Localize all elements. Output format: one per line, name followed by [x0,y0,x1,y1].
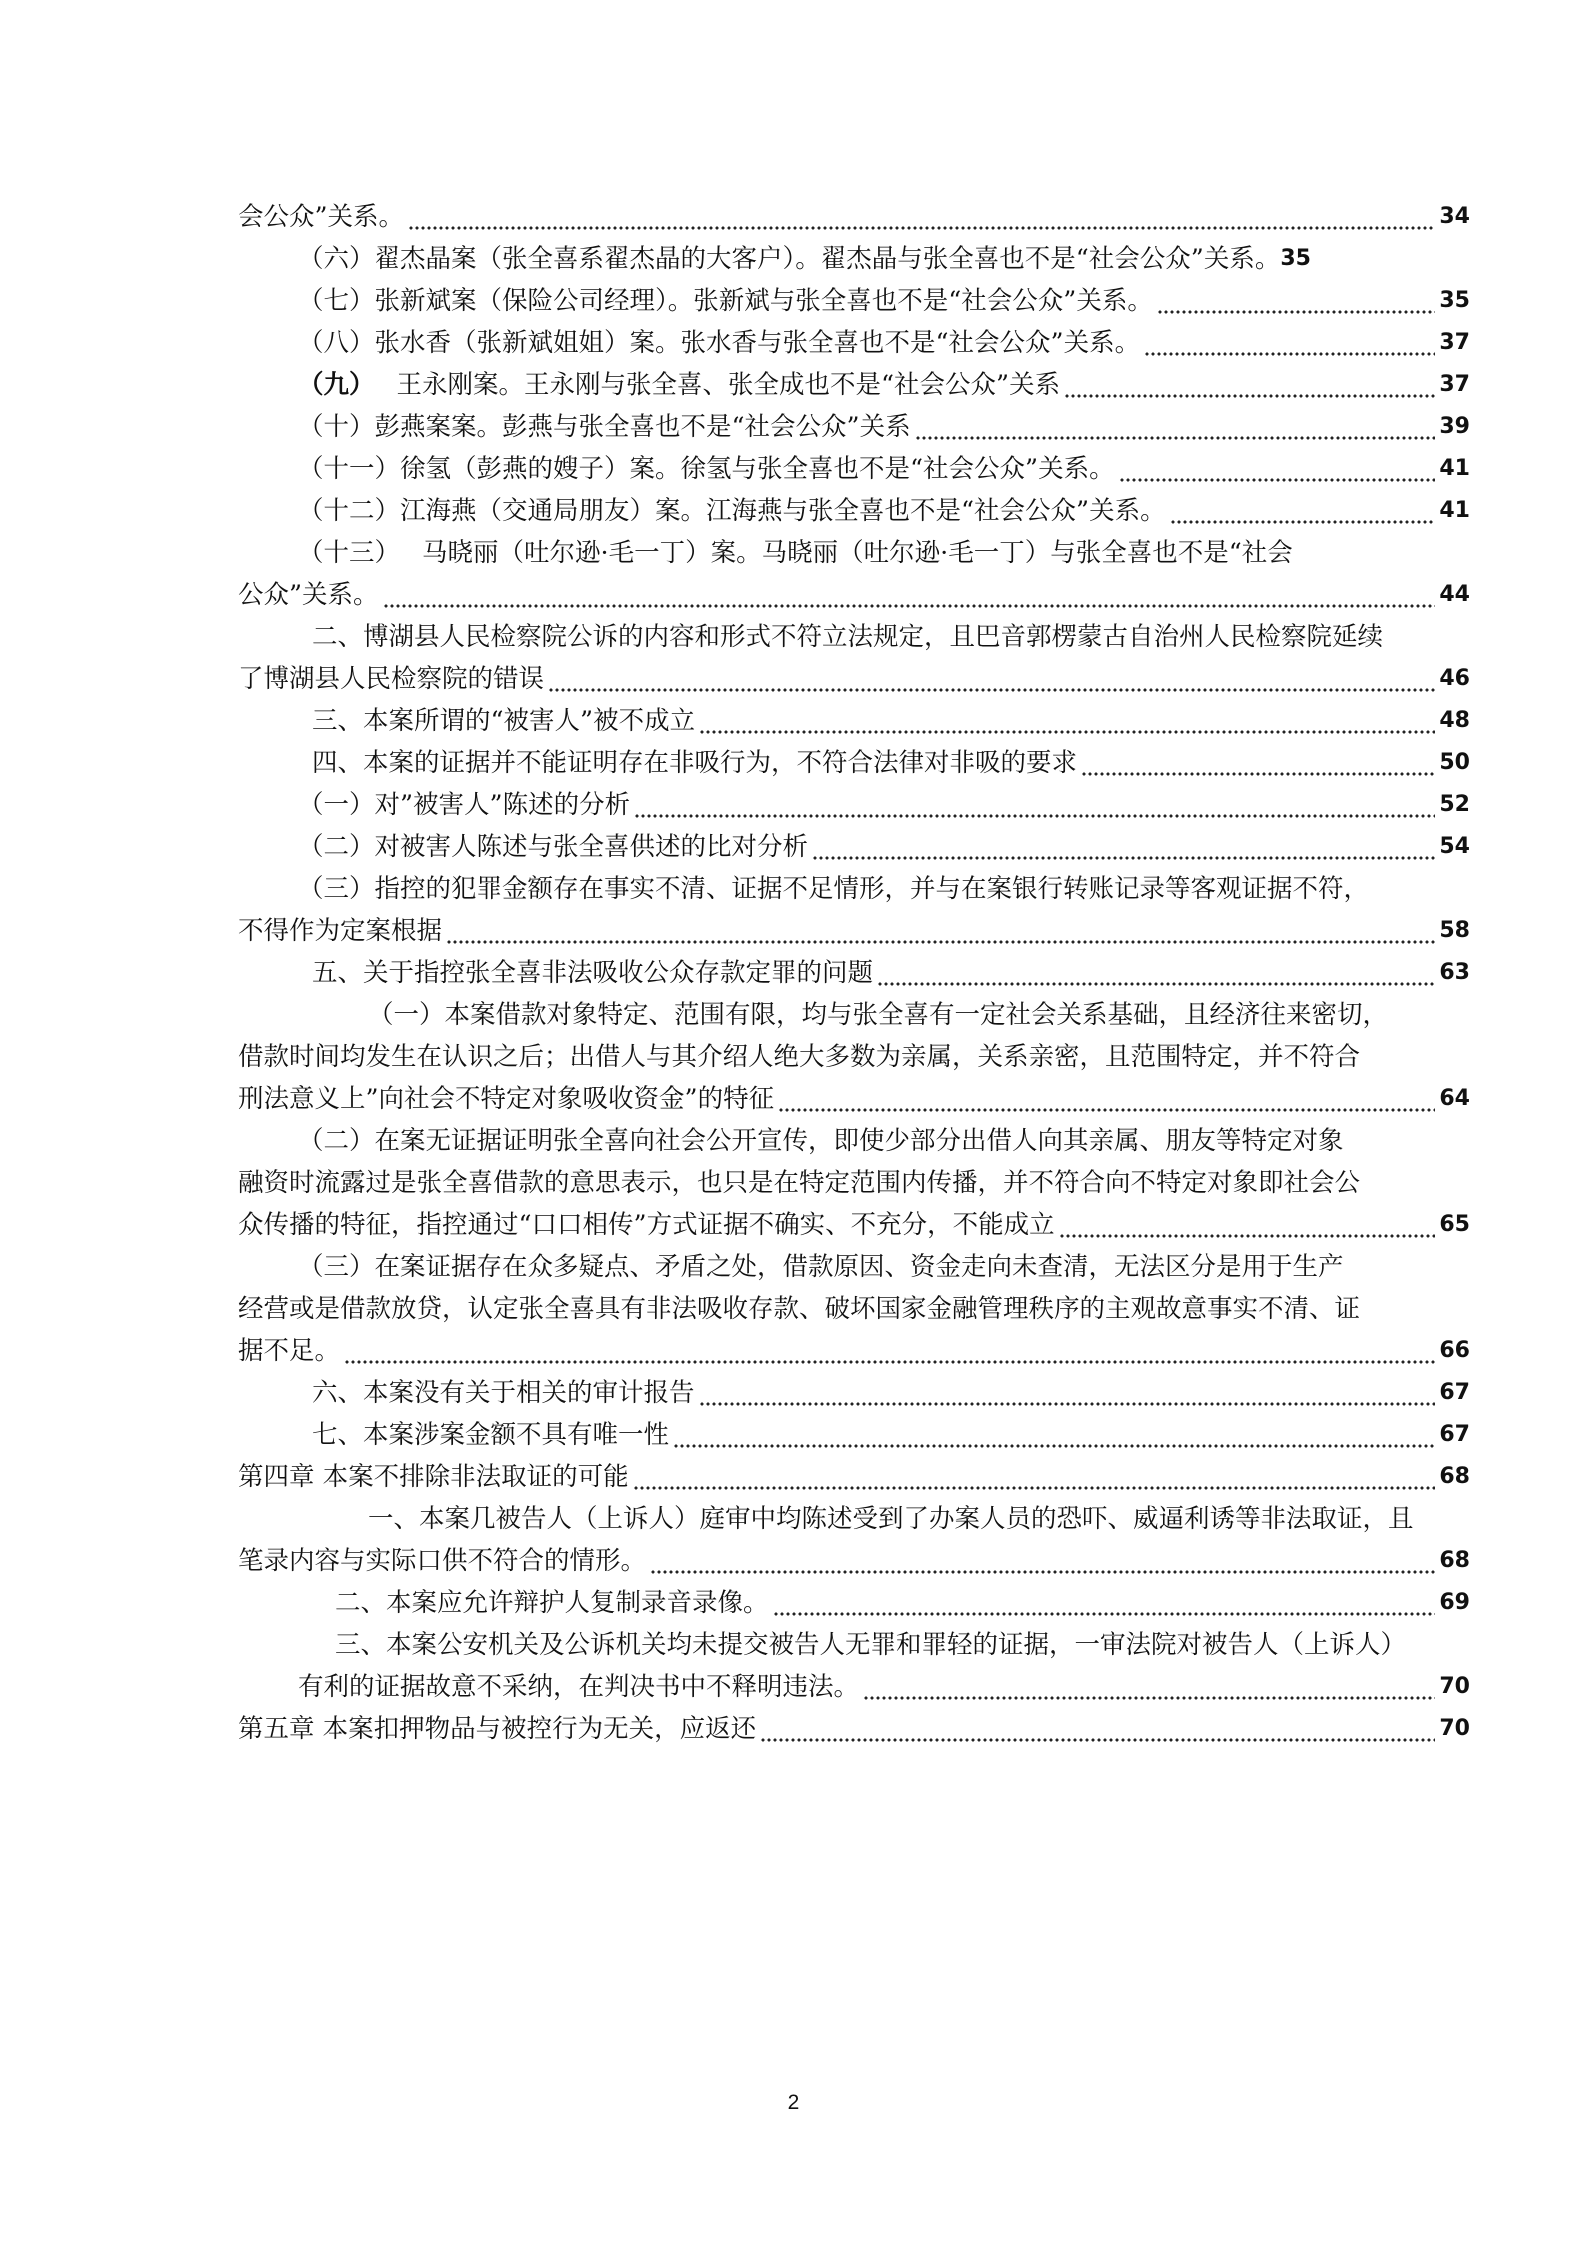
toc-entry[interactable] [238,238,1470,280]
toc-page-number: 70 [1439,1716,1470,1741]
page-number: 2 [787,2091,800,2114]
toc-page-number: 34 [1439,204,1470,229]
toc-entry-text: 会公众”关系。 [238,202,405,232]
toc-entry-text: （一）本案借款对象特定、范围有限，均与张全喜有一定社会关系基础，且经济往来密切， [368,1000,1389,1030]
toc-entry[interactable] [238,1246,1470,1372]
toc-entry-text: （十一）徐氢（彭燕的嫂子）案。徐氢与张全喜也不是“社会公众”关系。 [298,454,1115,484]
toc-entry-text: （三）在案证据存在众多疑点、矛盾之处，借款原因、资金走向未查清，无法区分是用于生产 [298,1252,1344,1282]
toc-page-number: 41 [1439,498,1470,523]
dot-leader [408,196,1435,238]
toc-entry-text: 六、本案没有关于相关的审计报告 [312,1378,695,1408]
toc-entry[interactable] [238,952,1470,994]
toc-entry[interactable] [238,1414,1470,1456]
toc-entry-text: 四、本案的证据并不能证明存在非吸行为，不符合法律对非吸的要求 [312,748,1078,778]
toc-entry-text: 经营或是借款放贷，认定张全喜具有非法吸收存款、破坏国家金融管理秩序的主观故意事实不清、证 [238,1294,1361,1324]
toc-page-number: 58 [1439,918,1470,943]
toc-page-number: 41 [1439,456,1470,481]
toc-page-number: 54 [1439,834,1470,859]
toc-entry-text: 了博湖县人民检察院的错误 [238,664,545,694]
toc-entry-number: （十三） [298,538,401,568]
toc-page-number: 46 [1439,666,1470,691]
toc-page-number: 68 [1439,1548,1470,1573]
toc-entry[interactable] [238,826,1470,868]
toc-entry-text: 借款时间均发生在认识之后；出借人与其介绍人绝大多数为亲属，关系亲密，且范围特定，并不符合 [238,1042,1361,1072]
toc-entry-text: 二、本案应允许辩护人复制录音录像。 [335,1588,769,1618]
toc-page-number: 37 [1439,330,1470,355]
dot-leader [915,406,1436,448]
toc-entry-text: （八）张水香（张新斌姐姐）案。张水香与张全喜也不是“社会公众”关系。 [298,328,1141,358]
toc-page-number: 48 [1439,708,1470,733]
toc-entry-text: （六）翟杰晶案（张全喜系翟杰晶的大客户）。翟杰晶与张全喜也不是“社会公众”关系。 [298,244,1281,274]
toc-entry-text: （一）对”被害人”陈述的分析 [298,790,631,820]
dot-leader [877,952,1435,994]
toc-entry[interactable] [238,364,1470,406]
toc-entry[interactable] [238,406,1470,448]
toc-page-number: 66 [1439,1338,1470,1363]
toc-entry-text: 三、本案公安机关及公诉机关均未提交被告人无罪和罪轻的证据，一审法院对被告人（上诉人） [335,1630,1407,1660]
dot-leader [633,1456,1436,1498]
dot-leader [1081,742,1435,784]
dot-leader [1119,448,1436,490]
toc-entry-text: 笔录内容与实际口供不符合的情形。 [238,1546,647,1576]
toc-entry-text: 五、关于指控张全喜非法吸收公众存款定罪的问题 [312,958,874,988]
toc-entry[interactable] [238,1372,1470,1414]
toc-entry-text: （十二）江海燕（交通局朋友）案。江海燕与张全喜也不是“社会公众”关系。 [298,496,1166,526]
toc-page-number: 52 [1439,792,1470,817]
dot-leader [383,574,1436,616]
toc-entry-text: 公众”关系。 [238,580,379,610]
toc-entry[interactable] [238,1624,1470,1708]
toc-entry[interactable] [238,280,1470,322]
toc-entry-text: （七）张新斌案（保险公司经理）。张新斌与张全喜也不是“社会公众”关系。 [298,286,1153,316]
toc-page-number: 67 [1439,1380,1470,1405]
toc-entry[interactable] [238,1498,1470,1582]
toc-entry-text: （二）对被害人陈述与张全喜供述的比对分析 [298,832,809,862]
toc-entry[interactable] [238,448,1470,490]
toc-page-number: 39 [1439,414,1470,439]
dot-leader [778,1078,1435,1120]
toc-entry-text: 众传播的特征，指控通过“口口相传”方式证据不确实、不充分，不能成立 [238,1210,1055,1240]
toc-entry-chapter[interactable] [238,1708,1470,1750]
toc-entry[interactable] [238,700,1470,742]
toc-entry[interactable] [238,994,1470,1120]
toc-entry[interactable] [238,784,1470,826]
toc-entry-number: （九） [298,370,375,400]
toc-entry[interactable] [238,742,1470,784]
toc-page-number: 68 [1439,1464,1470,1489]
toc-entry[interactable] [238,1582,1470,1624]
toc-page-number: 44 [1439,582,1470,607]
toc-entry-text: 七、本案涉案金额不具有唯一性 [312,1420,670,1450]
toc-page-number: 37 [1439,372,1470,397]
dot-leader [812,826,1435,868]
toc-entry-text: 有利的证据故意不采纳，在判决书中不释明违法。 [298,1672,860,1702]
toc-entry-text: 王永刚案。王永刚与张全喜、张全成也不是“社会公众”关系 [396,370,1061,400]
dot-leader [1170,490,1436,532]
toc-entry-text: 三、本案所谓的“被害人”被不成立 [312,706,696,736]
toc-entry[interactable] [238,322,1470,364]
toc-entry-text: 融资时流露过是张全喜借款的意思表示，也只是在特定范围内传播，并不符合向不特定对象即社会公 [238,1168,1361,1198]
toc-entry-text: （二）在案无证据证明张全喜向社会公开宣传，即使少部分出借人向其亲属、朋友等特定对象 [298,1126,1344,1156]
toc-entry-text: 一、本案几被告人（上诉人）庭审中均陈述受到了办案人员的恐吓、威逼利诱等非法取证，且 [368,1504,1414,1534]
toc-entry[interactable] [238,616,1470,700]
toc-page-number: 70 [1439,1674,1470,1699]
toc-page-number: 63 [1439,960,1470,985]
toc-page-number: 65 [1439,1212,1470,1237]
toc-entry-text: 马晓丽（吐尔逊·毛一丁）案。马晓丽（吐尔逊·毛一丁）与张全喜也不是“社会 [422,538,1293,568]
toc-page-number: 35 [1439,288,1470,313]
toc-entry[interactable] [238,532,1470,616]
dot-leader [1059,1204,1436,1246]
toc-page-number: 67 [1439,1422,1470,1447]
toc-entry[interactable] [238,196,1470,238]
dot-leader [634,784,1435,826]
toc-entry[interactable] [238,868,1470,952]
toc-entry-text: 据不足。 [238,1336,341,1366]
toc-entry[interactable] [238,490,1470,532]
dot-leader [1157,280,1436,322]
toc-page-number: 50 [1439,750,1470,775]
table-of-contents [238,196,1470,1750]
dot-leader [699,1372,1436,1414]
toc-entry-text: 二、博湖县人民检察院公诉的内容和形式不符立法规定，且巴音郭楞蒙古自治州人民检察院延续 [312,622,1384,652]
dot-leader [344,1330,1435,1372]
dot-leader [1144,322,1435,364]
toc-page-number: 64 [1439,1086,1470,1111]
dot-leader [760,1708,1435,1750]
toc-entry-text: 第五章 本案扣押物品与被控行为无关，应返还 [238,1714,757,1744]
dot-leader [650,1540,1435,1582]
dot-leader [446,910,1435,952]
toc-entry-text: 第四章 本案不排除非法取证的可能 [238,1462,629,1492]
toc-entry-chapter[interactable] [238,1456,1470,1498]
toc-page-number: 69 [1439,1590,1470,1615]
toc-page-number: 35 [1280,246,1311,271]
toc-entry-text: 不得作为定案根据 [238,916,443,946]
dot-leader [863,1666,1435,1708]
dot-leader [673,1414,1435,1456]
dot-leader [548,658,1435,700]
toc-entry[interactable] [238,1120,1470,1246]
toc-entry-text: 刑法意义上”向社会不特定对象吸收资金”的特征 [238,1084,775,1114]
toc-entry-text: （三）指控的犯罪金额存在事实不清、证据不足情形，并与在案银行转账记录等客观证据不符， [298,874,1370,904]
toc-entry-text: （十）彭燕案案。彭燕与张全喜也不是“社会公众”关系 [298,412,911,442]
dot-leader [699,700,1435,742]
dot-leader [1064,364,1435,406]
dot-leader [773,1582,1436,1624]
